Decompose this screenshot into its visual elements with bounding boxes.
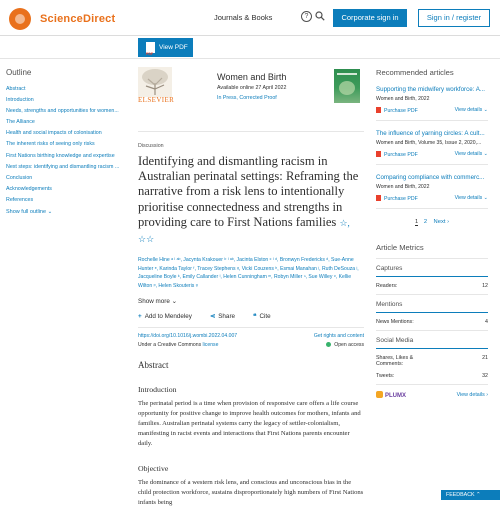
share-icon: ⋖ [209, 312, 216, 320]
news-mentions-label: News Mentions: [376, 319, 414, 325]
introduction-paragraph: The perinatal period is a time when provision of responsive care offers a life course opportunity for positive change to improve health outcomes for mothers, infants and families. Australian perinatal systems carry the legacy of settler-colonialism, manifesting in racist events and interactions that First Nations parents encounter daily. [138, 399, 361, 447]
purchase-pdf-label: Purchase PDF [384, 196, 418, 202]
chevron-down-icon: ⌄ [482, 195, 488, 201]
objective-heading: Objective [138, 464, 169, 474]
view-pdf-label: View PDF [159, 44, 188, 51]
chevron-down-icon: ⌄ [482, 107, 488, 113]
cite-label: Cite [259, 312, 271, 320]
elsevier-wordmark: ELSEVIER [138, 96, 175, 104]
outline-title: Outline [6, 68, 32, 77]
view-details-label: View details [456, 392, 485, 398]
view-details-label: View details [454, 151, 483, 157]
view-pdf-button[interactable] [138, 38, 193, 57]
view-details-link[interactable] [455, 107, 488, 114]
feedback-label: FEEDBACK [446, 492, 475, 498]
recommended-title: Recommended articles [376, 68, 454, 77]
view-details-label: View details [454, 195, 483, 201]
tweets-label: Tweets: [376, 373, 395, 379]
mentions-heading: Mentions [376, 301, 488, 313]
show-more-label: Show more [138, 297, 170, 305]
author-list[interactable]: Rochelle Hine ᵃ ˡ ᵃᵇ, Jacynta Krakouer ᵇ ˡ ᵃᵇ, Jacinta Elston ᶜ ˡ ᵈ, Bronwyn Fredericks ᵈ, Sue-Anne Hunter ᵉ, Karinda Taylor ᶠ, Tracey Stephens ᵍ, Vicki Couzens ʰ, Esmai Manahan ʲ, Ruth DeSouza ʲ, Jacqueline Boyle ᵏ, Emily Callander ˡ, Helen Cunningham ᵐ, Robyn Miller ⁿ, Sue Willey ᵒ, Kellie Wilton ᵖ, Helen Skouteris ᵍ [138, 257, 359, 289]
license-row [138, 342, 364, 348]
outline-item-conclusion[interactable]: Conclusion [6, 174, 33, 181]
introduction-heading: Introduction [138, 384, 177, 394]
corporate-signin-button[interactable]: Corporate sign in [333, 9, 407, 27]
recommended-item [376, 86, 488, 121]
elsevier-tree-icon [9, 8, 31, 30]
chevron-down-icon: ⌄ [482, 151, 488, 157]
readers-value: 12 [482, 283, 488, 289]
cite-button[interactable] [253, 313, 280, 320]
recommended-item-actions [376, 195, 488, 209]
outline-item-abstract[interactable]: Abstract [6, 86, 26, 92]
outline-item-references[interactable]: References [6, 196, 34, 203]
divider [376, 289, 488, 295]
availability-date: Available online 27 April 2022 [217, 85, 287, 91]
shares-label: Shares, Likes & Comments: [376, 355, 414, 367]
recommended-item-title[interactable]: Comparing compliance with commerc... [376, 174, 485, 181]
recommended-item-meta: Women and Birth, 2022 [376, 184, 430, 190]
readers-label: Readers: [376, 283, 398, 289]
show-more-button[interactable] [138, 298, 364, 305]
article-title [138, 154, 364, 247]
recommended-item-title[interactable]: The influence of yarning circles: A cult... [376, 130, 485, 137]
chevron-up-icon: ⌃ [476, 492, 481, 498]
search-icon[interactable] [315, 11, 325, 21]
outline-item-health-impacts[interactable]: Health and social impacts of colonisation [6, 130, 102, 137]
doi-link[interactable]: https://doi.org/10.1016/j.wombi.2022.04.007 [138, 332, 238, 339]
purchase-pdf-link[interactable] [376, 195, 418, 202]
social-media-heading: Social Media [376, 337, 488, 349]
chevron-down-icon: ⌄ [171, 297, 177, 305]
shares-row [376, 355, 488, 367]
show-full-outline-label: Show full outline [6, 209, 47, 216]
doi-row [138, 333, 364, 339]
star-footnote-icon[interactable]: ☆, ☆☆ [138, 217, 350, 245]
article-metrics-title: Article Metrics [376, 243, 488, 259]
chevron-down-icon: ⌄ [47, 209, 53, 216]
page-1-button[interactable]: 1 [414, 219, 419, 225]
divider [138, 327, 364, 328]
open-access-icon [326, 342, 331, 347]
outline-item-needs[interactable]: Needs, strengths and opportunities for women... [6, 108, 119, 115]
purchase-pdf-link[interactable] [376, 151, 418, 158]
article-type: Discussion [138, 143, 164, 149]
plumx-logo: PLUMX [376, 391, 406, 399]
metrics-view-details-link[interactable] [457, 392, 488, 398]
recommended-item-meta: Women and Birth, 2022 [376, 96, 430, 102]
tweets-value: 32 [482, 373, 488, 379]
captures-heading: Captures [376, 265, 488, 277]
quote-icon: ❝ [253, 312, 257, 320]
purchase-pdf-label: Purchase PDF [384, 152, 418, 158]
show-full-outline-button[interactable] [6, 209, 131, 215]
license-prefix: Under a Creative Commons [138, 341, 203, 348]
pdf-icon [376, 107, 381, 113]
next-page-button[interactable] [434, 219, 449, 225]
divider [376, 325, 488, 331]
recommended-item-actions [376, 107, 488, 121]
sciencedirect-logo[interactable] [9, 8, 115, 30]
abstract-heading: Abstract [138, 359, 169, 370]
add-to-mendeley-button[interactable] [138, 313, 201, 320]
shares-value: 21 [482, 355, 488, 361]
in-press-link[interactable]: In Press, Corrected Proof [217, 95, 277, 101]
brand-name: ScienceDirect [40, 13, 116, 25]
share-label: Share [218, 312, 236, 320]
pdf-icon [376, 195, 381, 201]
outline-item-birthing-knowledge[interactable]: First Nations birthing knowledge and expertise [6, 152, 115, 159]
journals-books-link[interactable]: Journals & Books [214, 13, 273, 22]
plus-icon: + [138, 312, 142, 320]
article-title-text: Identifying and dismantling racism in Australian perinatal settings: Reframing the narrative from a risk lens to intentionally prioritise connectedness and strengths in providing care to First Nations families [138, 154, 359, 229]
journal-cover-image[interactable] [334, 69, 360, 103]
view-details-link[interactable] [455, 195, 488, 202]
pdf-icon [376, 151, 381, 157]
next-label: Next [433, 219, 446, 225]
recommended-item-meta: Women and Birth, Volume 35, Issue 2, 2020,... [376, 140, 482, 146]
license-text [138, 342, 218, 348]
journal-name[interactable]: Women and Birth [217, 72, 287, 82]
chevron-right-icon: › [484, 392, 488, 398]
license-link[interactable]: license [202, 341, 219, 348]
outline-item-introduction[interactable]: Introduction [6, 97, 34, 104]
outline-item-acknowledgements[interactable]: Acknowledgements [6, 185, 52, 192]
view-details-link[interactable] [455, 151, 488, 158]
page-2-button[interactable]: 2 [423, 219, 428, 225]
article-toolbar [0, 37, 500, 59]
recommended-item-actions [376, 151, 488, 165]
chevron-right-icon: › [445, 219, 449, 225]
outline-item-next-steps[interactable]: Next steps: identifying and dismantling racism ... [6, 163, 120, 170]
outline-item-inherent-risks[interactable]: The inherent risks of seeing only risks [6, 141, 95, 148]
recommended-item-title[interactable]: Supporting the midwifery workforce: A... [376, 86, 486, 93]
help-icon[interactable]: ? [301, 11, 312, 22]
plumx-row [376, 391, 488, 399]
divider [376, 379, 488, 385]
recommended-pagination [376, 219, 488, 225]
top-header [0, 0, 500, 36]
purchase-pdf-link[interactable] [376, 107, 418, 114]
objective-paragraph: The dominance of a western risk lens, and conscious and unconscious bias in the child protection workforce, sustains disproportionately high numbers of First Nations infants being [138, 479, 364, 507]
news-mentions-value: 4 [485, 319, 488, 325]
pdf-icon [146, 42, 155, 53]
article-actions [138, 313, 364, 320]
open-access-badge [326, 342, 364, 348]
outline-panel [6, 68, 131, 215]
view-details-label: View details [454, 107, 483, 113]
open-access-label: Open access [334, 341, 364, 348]
feedback-button[interactable] [441, 490, 500, 500]
journal-banner [138, 64, 364, 132]
add-to-mendeley-label: Add to Mendeley [144, 312, 192, 320]
recommended-item [376, 130, 488, 165]
article-main [138, 64, 364, 508]
share-button[interactable] [210, 313, 244, 320]
purchase-pdf-label: Purchase PDF [384, 108, 418, 114]
rights-link[interactable]: Get rights and content [313, 332, 364, 339]
signin-register-button[interactable]: Sign in / register [418, 9, 490, 27]
recommended-item [376, 174, 488, 209]
outline-item-alliance[interactable]: The Alliance [6, 119, 35, 126]
right-sidebar [376, 68, 488, 399]
